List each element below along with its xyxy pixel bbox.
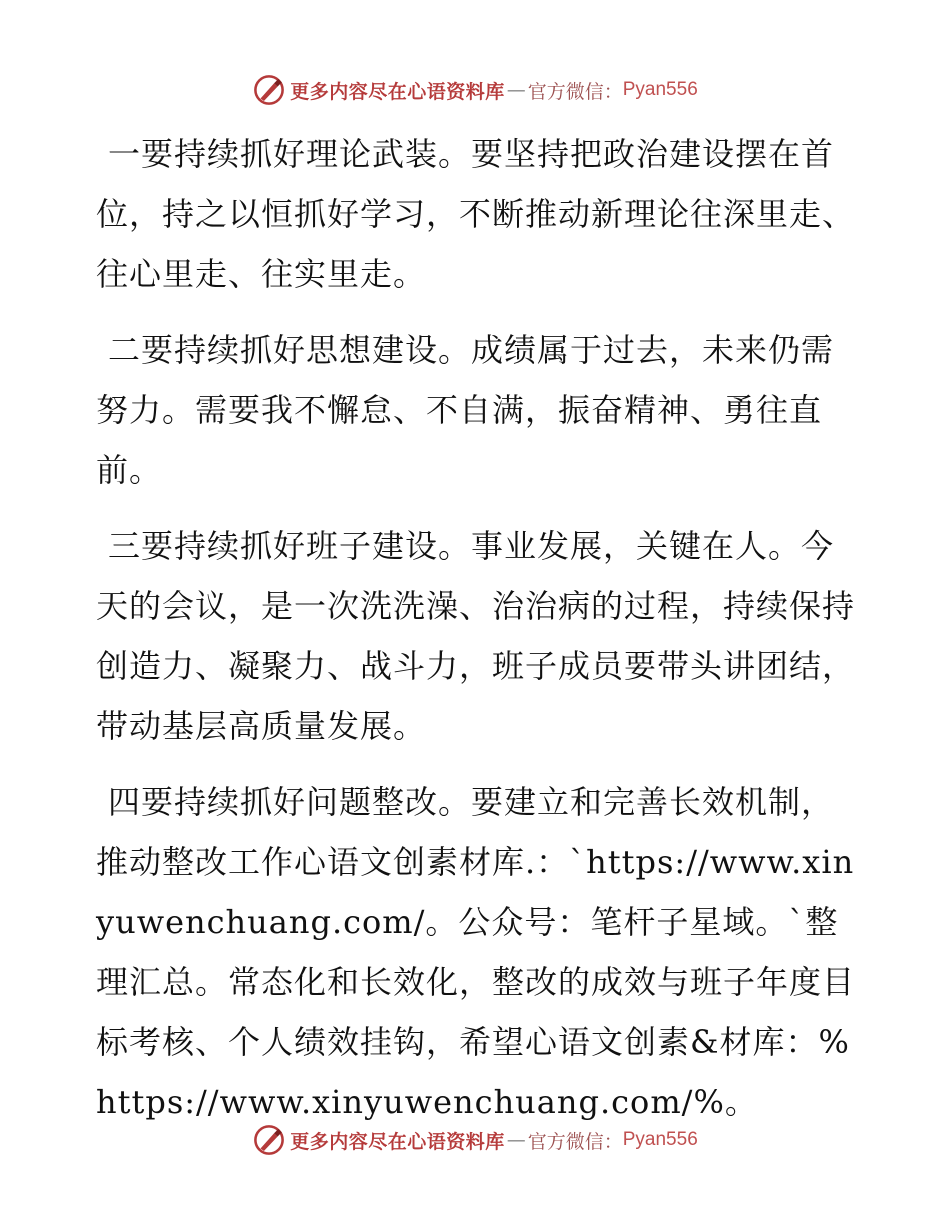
watermark-contact-label: 官方微信： (527, 1130, 623, 1153)
pen-seal-icon (252, 1123, 286, 1157)
paragraph-3: 三要持续抓好班子建设。事业发展，关键在人。今天的会议，是一次洗洗澡、治治病的过程，持续保持创造力、凝聚力、战斗力，班子成员要带头讲团结，带动基层高质量发展。 (96, 527, 856, 745)
watermark-dash: — (506, 1129, 526, 1151)
watermark-contact-id: Pyan556 (622, 1129, 698, 1150)
pen-seal-icon (252, 73, 286, 107)
header-watermark (0, 70, 950, 110)
watermark-contact-label: 官方微信： (527, 80, 623, 103)
watermark-text: 更多内容尽在心语资料库 (290, 80, 505, 103)
watermark-dash: — (506, 79, 526, 101)
paragraph-1: 一要持续抓好理论武装。要坚持把政治建设摆在首位，持之以恒抓好学习，不断推动新理论往深里走、往心里走、往实里走。 (96, 135, 856, 293)
document-body (96, 124, 856, 1148)
footer-watermark (0, 1120, 950, 1160)
paragraph-2: 二要持续抓好思想建设。成绩属于过去，未来仍需努力。需要我不懈怠、不自满，振奋精神、勇往直前。 (96, 331, 835, 489)
watermark-contact-id: Pyan556 (622, 79, 698, 100)
watermark-text: 更多内容尽在心语资料库 (290, 1130, 505, 1153)
paragraph-4: 四要持续抓好问题整改。要建立和完善长效机制，推动整改工作心语文创素材库.：`https://www.xinyuwenchuang.com/。公众号：笔杆子星域。`整理汇总。常态化和长效化，整改的成效与班子年度目标考核、个人绩效挂钩，希望心语文创素&材库：%https://www.xinyuwenchuang.com/%。 (96, 783, 856, 1121)
